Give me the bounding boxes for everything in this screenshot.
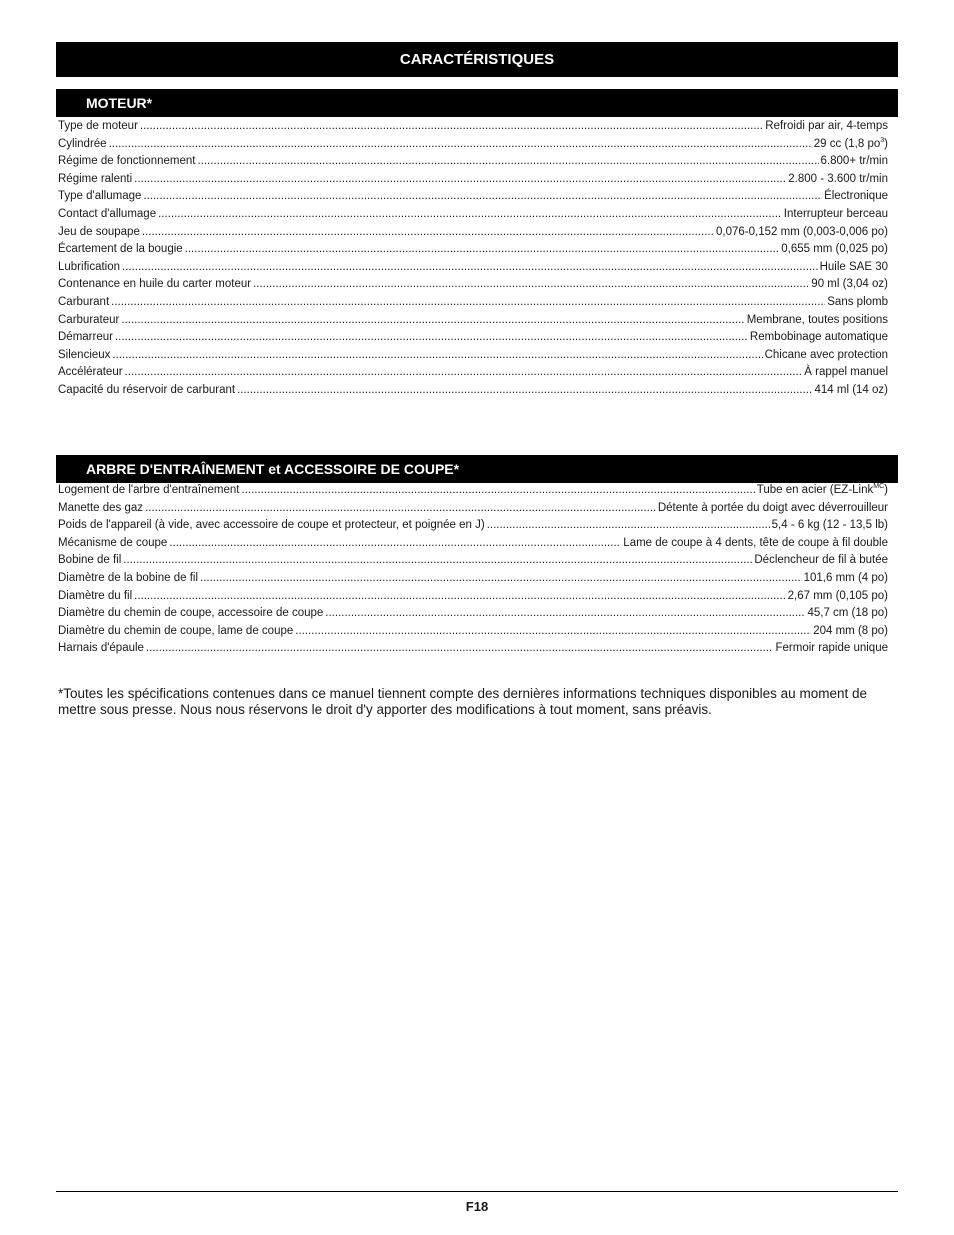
dot-leader	[253, 276, 809, 294]
spec-value-text: Détente à portée du doigt avec déverrouilleur	[657, 501, 888, 514]
spec-label: Diamètre du chemin de coupe, lame de coupe	[58, 624, 294, 637]
spec-value	[765, 118, 888, 136]
spec-row	[58, 552, 888, 570]
spec-value	[772, 517, 888, 535]
spec-value-text: 414 ml (14 oz)	[814, 383, 888, 396]
dot-leader	[487, 517, 770, 535]
spec-value-text: 2.800 - 3.600 tr/min	[788, 172, 888, 185]
spec-label: Bobine de fil	[58, 554, 122, 567]
spec-list-arbre	[58, 482, 888, 658]
spec-label: Diamètre de la bobine de fil	[58, 571, 198, 584]
spec-label: Manette des gaz	[58, 501, 144, 514]
spec-label: Logement de l'arbre d'entraînement	[58, 484, 240, 496]
dot-leader	[295, 623, 811, 641]
dot-leader	[158, 206, 782, 224]
dot-leader	[241, 482, 754, 500]
spec-label: Jeu de soupape	[58, 225, 140, 238]
page-title: CARACTÉRISTIQUES	[56, 42, 898, 77]
spec-label: Accélérateur	[58, 366, 123, 379]
spec-value-text: Tube en acier (EZ-Link	[756, 484, 874, 496]
dot-leader	[121, 312, 744, 330]
spec-value-text: Fermoir rapide unique	[775, 642, 888, 655]
spec-row	[58, 259, 888, 277]
dot-leader	[169, 535, 621, 553]
spec-row	[58, 570, 888, 588]
dot-leader	[200, 570, 802, 588]
dot-leader	[237, 382, 812, 400]
spec-value	[623, 535, 888, 553]
spec-value	[716, 224, 888, 242]
spec-label: Écartement de la bougie	[58, 243, 183, 256]
spec-value-text: 6.800+ tr/min	[820, 155, 888, 168]
spec-value-text: Membrane, toutes positions	[746, 313, 888, 326]
spec-value-text: 5,4 - 6 kg (12 - 13,5 lb)	[771, 519, 888, 532]
spec-value	[811, 276, 888, 294]
spec-row	[58, 382, 888, 400]
spec-value	[827, 294, 888, 312]
spec-value-text: 0,655 mm (0,025 po)	[781, 243, 888, 256]
spec-label: Contact d'allumage	[58, 207, 157, 220]
spec-value	[807, 605, 888, 623]
spec-row	[58, 188, 888, 206]
spec-row	[58, 118, 888, 136]
spec-value	[788, 588, 888, 606]
spec-value-suffix: )	[884, 484, 888, 496]
dot-leader	[134, 588, 786, 606]
spec-row	[58, 224, 888, 242]
dot-leader	[134, 171, 786, 189]
section-header-moteur: MOTEUR*	[56, 89, 898, 117]
spec-row	[58, 329, 888, 347]
spec-row	[58, 276, 888, 294]
spec-row	[58, 153, 888, 171]
dot-leader	[140, 118, 763, 136]
spec-value	[750, 329, 888, 347]
spec-value	[788, 171, 888, 189]
dot-leader	[185, 241, 780, 259]
spec-label: Régime ralenti	[58, 172, 133, 185]
dot-leader	[145, 500, 656, 518]
spec-value-text: 90 ml (3,04 oz)	[811, 278, 888, 291]
dot-leader	[143, 188, 822, 206]
spec-value	[781, 241, 888, 259]
spec-value-suffix: )	[884, 137, 888, 150]
spec-value	[820, 259, 888, 277]
spec-label: Démarreur	[58, 331, 113, 344]
spec-row	[58, 347, 888, 365]
spec-value-text: 0,076-0,152 mm (0,003-0,006 po)	[716, 225, 888, 238]
spec-row	[58, 206, 888, 224]
spec-label: Poids de l'appareil (à vide, avec accessoire de coupe et protecteur, et poignée en J)	[58, 519, 485, 532]
dot-leader	[325, 605, 805, 623]
spec-value-text: Sans plomb	[827, 295, 888, 308]
dot-leader	[109, 136, 812, 154]
spec-value	[784, 206, 888, 224]
footer-divider	[56, 1191, 898, 1192]
spec-row	[58, 623, 888, 641]
spec-value	[747, 312, 888, 330]
spec-label: Contenance en huile du carter moteur	[58, 278, 252, 291]
specifications-note: *Toutes les spécifications contenues dans ce manuel tiennent compte des dernières informations techniques disponibles au moment de mettre sous presse. Nous nous réservons le droit d'y apporter des modifications à tout moment, sans préavis.	[58, 686, 867, 717]
spec-row	[58, 588, 888, 606]
dot-leader	[197, 153, 818, 171]
spec-label: Harnais d'épaule	[58, 642, 144, 655]
spec-row	[58, 241, 888, 259]
spec-value-text: Rembobinage automatique	[749, 331, 888, 344]
dot-leader	[115, 329, 748, 347]
spec-value-superscript: 3	[880, 136, 885, 144]
spec-label: Régime de fonctionnement	[58, 155, 196, 168]
spec-label: Mécanisme de coupe	[58, 536, 168, 549]
spec-label: Carburateur	[58, 313, 120, 326]
dot-leader	[146, 640, 774, 658]
spec-value	[824, 188, 888, 206]
spec-value-text: Lame de coupe à 4 dents, tête de coupe à fil double	[623, 536, 888, 549]
spec-value-text: Interrupteur berceau	[783, 207, 888, 220]
spec-row	[58, 535, 888, 553]
spec-value-text: Déclencheur de fil à butée	[754, 554, 888, 567]
spec-row	[58, 605, 888, 623]
spec-value	[804, 570, 888, 588]
spec-label: Type d'allumage	[58, 190, 142, 203]
spec-row	[58, 364, 888, 382]
spec-value-text: 29 cc (1,8 po	[813, 137, 881, 150]
spec-value-superscript: MC	[873, 483, 885, 491]
dot-leader	[123, 552, 752, 570]
spec-label: Lubrification	[58, 260, 121, 273]
spec-value	[765, 347, 888, 365]
spec-value-text: Refroidi par air, 4-temps	[765, 120, 888, 132]
spec-value-text: 101,6 mm (4 po)	[803, 571, 888, 584]
dot-leader	[125, 364, 803, 382]
spec-row	[58, 294, 888, 312]
spec-value-text: 45,7 cm (18 po)	[807, 607, 888, 620]
spec-list-moteur	[58, 118, 888, 400]
spec-label: Diamètre du fil	[58, 589, 133, 602]
spec-row	[58, 517, 888, 535]
spec-value-text: 204 mm (8 po)	[813, 624, 888, 637]
spec-value	[814, 136, 888, 154]
spec-value-text: 2,67 mm (0,105 po)	[787, 589, 888, 602]
dot-leader	[112, 347, 762, 365]
spec-value	[814, 382, 888, 400]
spec-value-text: Électronique	[824, 190, 888, 203]
section-header-arbre: ARBRE D'ENTRAÎNEMENT et ACCESSOIRE DE COUPE*	[56, 455, 898, 483]
spec-value-text: Huile SAE 30	[819, 260, 888, 273]
dot-leader	[111, 294, 825, 312]
spec-value	[813, 623, 888, 641]
spec-value-text: Chicane avec protection	[764, 348, 888, 361]
dot-leader	[142, 224, 714, 242]
spec-row	[58, 482, 888, 500]
spec-value	[804, 364, 888, 382]
spec-value	[757, 482, 888, 500]
spec-value	[658, 500, 888, 518]
spec-row	[58, 312, 888, 330]
spec-row	[58, 171, 888, 189]
spec-value-text: À rappel manuel	[804, 366, 888, 379]
spec-label: Silencieux	[58, 348, 111, 361]
spec-label: Cylindrée	[58, 137, 107, 150]
spec-label: Diamètre du chemin de coupe, accessoire de coupe	[58, 607, 324, 620]
spec-row	[58, 500, 888, 518]
spec-value	[821, 153, 888, 171]
spec-row	[58, 640, 888, 658]
dot-leader	[122, 259, 818, 277]
spec-label: Carburant	[58, 295, 110, 308]
page-number: F18	[465, 1199, 489, 1214]
spec-value	[754, 552, 888, 570]
spec-label: Capacité du réservoir de carburant	[58, 383, 236, 396]
spec-label: Type de moteur	[58, 120, 138, 132]
spec-row	[58, 136, 888, 154]
spec-value	[775, 640, 888, 658]
